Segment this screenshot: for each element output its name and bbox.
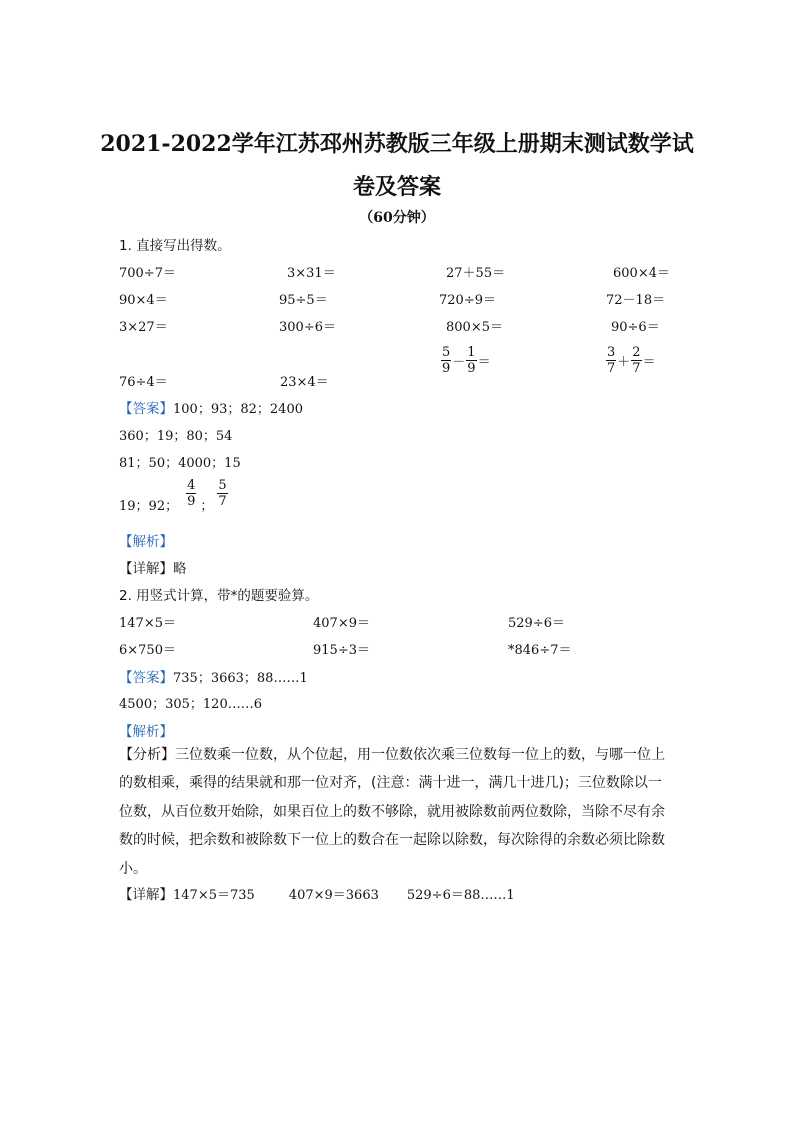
operator: ＋	[617, 355, 631, 370]
q1-heading: 1. 直接写出得数。	[119, 238, 231, 254]
denominator: 7	[632, 361, 641, 376]
q1-answer	[119, 397, 303, 417]
q2-item: 407×9＝	[313, 616, 370, 631]
q1-answer-line: 360；19；80；54	[119, 429, 233, 444]
q2-item: 915÷3＝	[313, 643, 370, 658]
numerator: 5	[218, 478, 227, 493]
detail-item: 147×5＝735	[173, 888, 255, 903]
denominator: 9	[442, 361, 451, 376]
answer-text: 100；93；82；2400	[173, 402, 303, 417]
q1-item: 23×4＝	[280, 375, 329, 390]
fenxi-tag: 【分析】	[119, 747, 175, 763]
operator: －	[452, 355, 466, 370]
q2-fenxi	[119, 741, 675, 883]
q1-item: 72－18＝	[606, 293, 666, 308]
answer-text: 735；3663；88……1	[173, 671, 308, 686]
q1-item: 720÷9＝	[439, 293, 496, 308]
detail-tag: 【详解】	[119, 887, 173, 903]
fenxi-text: 三位数乘一位数，从个位起，用一位数依次乘三位数每一位上的数，与哪一位上的数相乘，乘得的结果就和那一位对齐，(注意：满十进一，满几十进几)；三位数除以一位数，从百位数开始除，如果百位上的数不够除，就用被除数前两位数除，当除不尽有余数的时候，把余数和被除数下一位上的数合在一起除以除数，每次除得的余数必须比除数小。	[119, 747, 665, 877]
q1-answer-line: 81；50；4000；15	[119, 456, 241, 471]
q2-answer	[119, 666, 308, 686]
answer-tag: 【答案】	[119, 670, 173, 686]
q2-heading: 2. 用竖式计算，带*的题要验算。	[119, 588, 319, 604]
q2-item: *846÷7＝	[508, 643, 572, 658]
q1-analysis-tag: 【解析】	[119, 534, 173, 550]
denominator: 9	[187, 494, 196, 509]
numerator: 4	[187, 478, 196, 493]
q2-detail	[119, 883, 515, 903]
q2-item: 147×5＝	[119, 616, 176, 631]
q2-analysis-tag: 【解析】	[119, 724, 173, 740]
q1-item: 90÷6＝	[611, 320, 660, 335]
time-limit: （60分钟）	[359, 210, 435, 226]
q1-item: 800×5＝	[446, 320, 503, 335]
numerator: 3	[607, 345, 616, 360]
detail-item: 529÷6＝88……1	[406, 888, 515, 903]
detail-tag: 【详解】	[119, 561, 173, 577]
detail-text: 略	[173, 561, 187, 577]
denominator: 7	[607, 361, 616, 376]
denominator: 9	[467, 361, 476, 376]
equals: ＝	[642, 355, 656, 370]
numerator: 5	[442, 345, 451, 360]
answer-text: 19；92；	[119, 499, 179, 514]
page-title-line2: 卷及答案	[352, 174, 441, 200]
detail-item: 407×9＝3663	[288, 888, 379, 903]
q1-item: 300÷6＝	[279, 320, 336, 335]
q2-item: 529÷6＝	[508, 616, 565, 631]
q1-answer-line	[119, 478, 228, 514]
q2-answer-line: 4500；305；120……6	[119, 697, 262, 712]
q1-item: 95÷5＝	[279, 293, 328, 308]
answer-tag: 【答案】	[119, 401, 173, 417]
page-title: 2021-2022学年江苏邳州苏教版三年级上册期末测试数学试	[100, 131, 694, 157]
q1-item: 700÷7＝	[119, 266, 176, 281]
numerator: 1	[467, 345, 476, 360]
q2-item: 6×750＝	[119, 643, 176, 658]
separator: ；	[200, 499, 214, 514]
equals: ＝	[477, 355, 491, 370]
q1-fraction-expression	[441, 345, 492, 376]
q1-item: 3×27＝	[119, 320, 168, 335]
denominator: 7	[218, 494, 227, 509]
q1-item: 600×4＝	[613, 266, 670, 281]
q1-item: 3×31＝	[287, 266, 336, 281]
q1-item: 27＋55＝	[446, 266, 506, 281]
q1-detail	[119, 557, 187, 577]
q1-item: 76÷4＝	[119, 375, 168, 390]
q1-item: 90×4＝	[119, 293, 168, 308]
q1-fraction-expression	[606, 345, 657, 376]
numerator: 2	[632, 345, 641, 360]
